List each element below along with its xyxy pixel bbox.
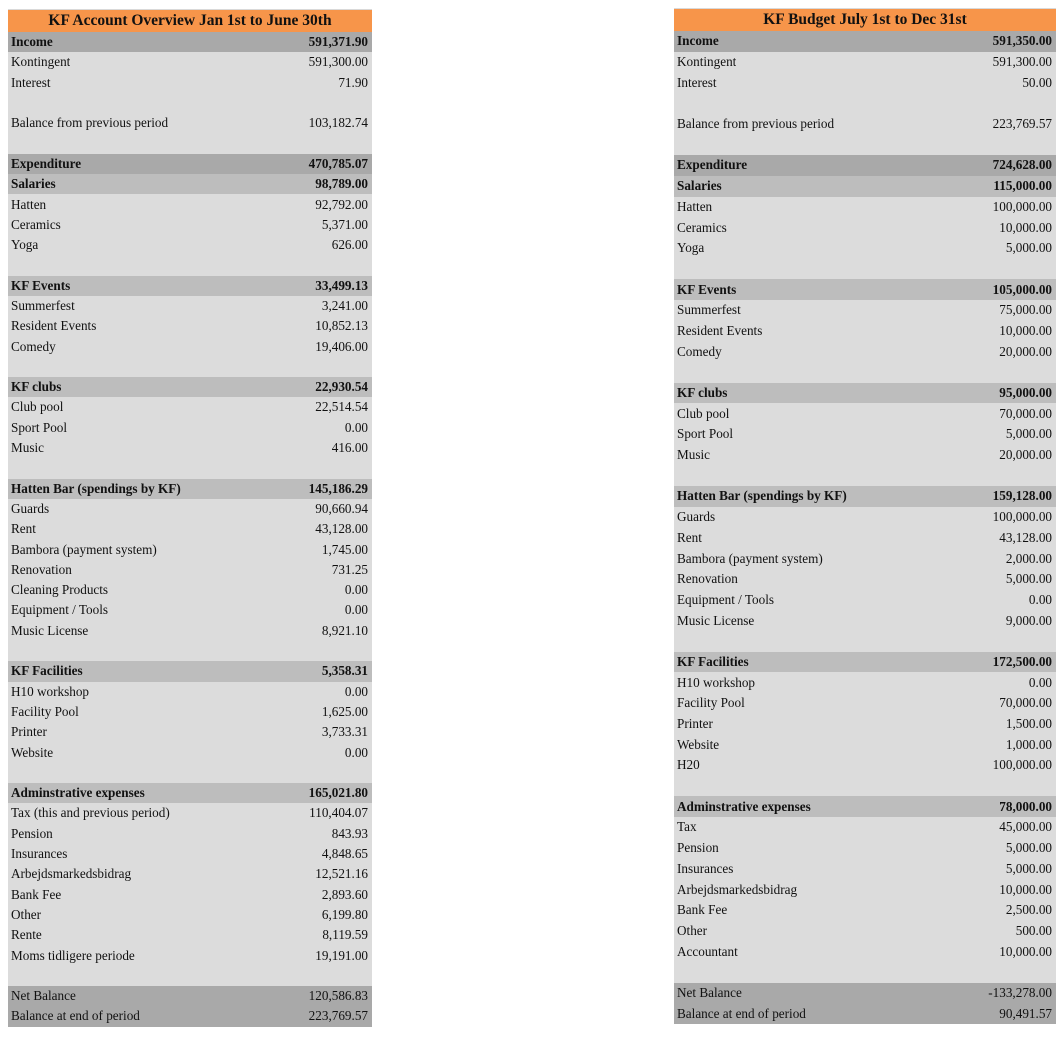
- spacer-row: [8, 93, 372, 113]
- line-item-row: [8, 438, 372, 458]
- row-amount: 0.00: [344, 744, 368, 760]
- row-amount: 100,000.00: [992, 757, 1052, 773]
- line-item-row: [8, 844, 372, 864]
- row-label: Club pool: [677, 405, 730, 421]
- line-item-row: [674, 714, 1056, 735]
- row-amount: 12,521.16: [315, 866, 368, 882]
- spacer-row: [674, 465, 1056, 486]
- spacer-row: [674, 362, 1056, 383]
- spacer-row: [8, 133, 372, 153]
- row-label: Resident Events: [11, 318, 97, 334]
- line-item-row: [674, 941, 1056, 962]
- section-heading-row: [8, 377, 372, 397]
- line-item-row: [8, 519, 372, 539]
- line-item-row: [8, 316, 372, 336]
- row-amount: 3,241.00: [321, 298, 368, 313]
- row-amount: 19,406.00: [315, 338, 368, 354]
- row-amount: 2,500.00: [1005, 902, 1052, 918]
- line-item-row: [8, 560, 372, 580]
- row-label: Resident Events: [677, 322, 763, 338]
- row-label: Printer: [11, 724, 47, 740]
- row-amount: 165,021.80: [308, 785, 368, 801]
- row-label: Other: [677, 922, 708, 938]
- row-label: Club pool: [11, 399, 64, 415]
- row-amount: 3,733.31: [321, 724, 368, 740]
- row-label: H10 workshop: [677, 674, 756, 690]
- line-item-row: [674, 528, 1056, 549]
- row-label: KF clubs: [677, 385, 728, 401]
- row-label: Tax (this and previous period): [11, 805, 170, 821]
- row-label: Music: [11, 440, 44, 456]
- row-label: Ceramics: [11, 216, 61, 232]
- section-heading-row: [674, 652, 1056, 673]
- row-amount: 5,000.00: [1005, 840, 1052, 856]
- row-label: Net Balance: [677, 984, 742, 1000]
- line-item-row: [8, 235, 372, 255]
- row-label: KF Facilities: [11, 663, 83, 679]
- section-heading-row: [8, 783, 372, 803]
- row-amount: 10,852.13: [315, 318, 368, 334]
- row-label: Salaries: [11, 176, 56, 192]
- row-label: Hatten: [677, 198, 713, 214]
- row-label: Rente: [11, 927, 42, 943]
- row-label: Insurances: [11, 846, 68, 862]
- line-item-row: [8, 682, 372, 702]
- line-item-row: [674, 879, 1056, 900]
- row-label: Arbejdsmarkedsbidrag: [11, 866, 132, 882]
- account-overview-sheet: [8, 9, 372, 1027]
- line-item-row: [8, 824, 372, 844]
- line-item-row: [8, 336, 372, 356]
- line-item-row: [674, 72, 1056, 93]
- spacer-row: [674, 631, 1056, 652]
- row-label: Expenditure: [11, 155, 82, 171]
- spacer-row: [8, 966, 372, 986]
- line-item-row: [674, 838, 1056, 859]
- row-label: Music: [677, 447, 710, 463]
- row-label: Interest: [677, 74, 717, 90]
- row-amount: 5,000.00: [1005, 860, 1052, 876]
- row-label: Hatten Bar (spendings by KF): [11, 480, 181, 496]
- row-amount: 110,404.07: [309, 805, 368, 821]
- row-amount: 843.93: [331, 825, 368, 841]
- row-label: Balance at end of period: [677, 1005, 806, 1021]
- row-label: Balance from previous period: [11, 115, 169, 131]
- section-heading-row: [674, 486, 1056, 507]
- line-item-row: [674, 300, 1056, 321]
- row-label: Net Balance: [11, 988, 76, 1004]
- row-amount: 0.00: [1028, 591, 1052, 607]
- row-label: Sport Pool: [11, 419, 68, 435]
- row-label: Renovation: [11, 561, 72, 577]
- row-amount: 105,000.00: [992, 281, 1052, 297]
- row-amount: 8,921.10: [321, 622, 368, 638]
- line-item-row: [8, 73, 372, 93]
- row-amount: 145,186.29: [308, 480, 368, 496]
- row-amount: 70,000.00: [999, 405, 1052, 421]
- spacer-row: [8, 641, 372, 661]
- row-amount: 724,628.00: [992, 157, 1052, 173]
- row-amount: 591,350.00: [992, 33, 1052, 49]
- line-item-row: [674, 507, 1056, 528]
- line-item-row: [8, 580, 372, 600]
- row-amount: 0.00: [344, 419, 368, 435]
- line-item-row: [674, 321, 1056, 342]
- row-label: Equipment / Tools: [11, 602, 109, 618]
- row-label: Pension: [677, 840, 719, 856]
- line-item-row: [674, 341, 1056, 362]
- row-amount: 115,000.00: [993, 178, 1052, 194]
- row-label: Moms tidligere periode: [11, 947, 135, 963]
- row-amount: 78,000.00: [999, 798, 1052, 814]
- row-amount: 5,358.31: [321, 663, 368, 679]
- row-amount: 591,371.90: [308, 34, 368, 50]
- line-item-row: [8, 621, 372, 641]
- row-amount: 0.00: [344, 602, 368, 618]
- row-label: Comedy: [11, 338, 56, 354]
- line-item-row: [8, 722, 372, 742]
- row-amount: 103,182.74: [308, 115, 368, 131]
- row-label: Pension: [11, 825, 53, 841]
- row-amount: 0.00: [344, 683, 368, 699]
- line-item-row: [674, 52, 1056, 73]
- row-label: Facility Pool: [677, 695, 745, 711]
- row-amount: 5,000.00: [1005, 240, 1052, 256]
- row-amount: 5,371.00: [321, 216, 368, 232]
- row-amount: -133,278.00: [988, 984, 1052, 1000]
- row-amount: 22,514.54: [315, 399, 368, 415]
- line-item-row: [8, 52, 372, 72]
- row-amount: 71.90: [338, 74, 368, 90]
- line-item-row: [674, 548, 1056, 569]
- row-amount: 10,000.00: [999, 881, 1052, 897]
- line-item-row: [8, 945, 372, 965]
- row-amount: 8,119.59: [322, 927, 368, 943]
- row-label: H10 workshop: [11, 683, 90, 699]
- row-label: KF Events: [11, 277, 71, 293]
- row-amount: 4,848.65: [321, 846, 368, 862]
- total-row: [674, 1003, 1056, 1024]
- row-label: Sport Pool: [677, 426, 734, 442]
- row-label: Income: [677, 33, 719, 49]
- row-label: Ceramics: [677, 219, 727, 235]
- row-label: Renovation: [677, 571, 738, 587]
- line-item-row: [674, 590, 1056, 611]
- row-label: Guards: [677, 509, 716, 525]
- row-amount: 45,000.00: [999, 819, 1052, 835]
- row-amount: 1,625.00: [321, 703, 368, 719]
- row-label: Accountant: [677, 943, 738, 959]
- line-item-row: [8, 884, 372, 904]
- row-label: KF clubs: [11, 379, 62, 395]
- section-heading-row: [674, 176, 1056, 197]
- spacer-row: [8, 763, 372, 783]
- sheet-title: KF Budget July 1st to Dec 31st: [674, 8, 1056, 31]
- row-amount: 120,586.83: [308, 988, 368, 1004]
- line-item-row: [8, 194, 372, 214]
- line-item-row: [8, 418, 372, 438]
- row-amount: 591,300.00: [992, 54, 1052, 70]
- spacer-row: [674, 93, 1056, 114]
- row-amount: 1,000.00: [1005, 736, 1052, 752]
- row-label: Yoga: [677, 240, 705, 256]
- row-amount: 20,000.00: [999, 343, 1052, 359]
- row-amount: 43,128.00: [999, 529, 1052, 545]
- section-heading-row: [8, 154, 372, 174]
- line-item-row: [8, 499, 372, 519]
- row-amount: 70,000.00: [999, 695, 1052, 711]
- row-amount: 172,500.00: [992, 653, 1052, 669]
- row-amount: 416.00: [331, 440, 368, 456]
- section-heading-row: [674, 155, 1056, 176]
- row-label: Other: [11, 906, 42, 922]
- line-item-row: [8, 905, 372, 925]
- line-item-row: [8, 215, 372, 235]
- line-item-row: [674, 610, 1056, 631]
- row-amount: 0.00: [344, 582, 368, 598]
- row-amount: 92,792.00: [315, 196, 368, 212]
- row-amount: 10,000.00: [999, 943, 1052, 959]
- row-label: Rent: [677, 529, 702, 545]
- line-item-row: [8, 539, 372, 559]
- section-heading-row: [674, 31, 1056, 52]
- line-item-row: [674, 445, 1056, 466]
- total-row: [674, 983, 1056, 1004]
- line-item-row: [674, 900, 1056, 921]
- row-label: Expenditure: [677, 157, 748, 173]
- account-overview-rows: [8, 32, 372, 1027]
- row-amount: 0.00: [1028, 674, 1052, 690]
- row-label: Insurances: [677, 860, 734, 876]
- row-amount: 223,769.57: [308, 1008, 368, 1024]
- line-item-row: [674, 693, 1056, 714]
- row-label: Income: [11, 34, 53, 50]
- section-heading-row: [674, 383, 1056, 404]
- row-label: Adminstrative expenses: [677, 798, 811, 814]
- spacer-row: [674, 962, 1056, 983]
- line-item-row: [8, 803, 372, 823]
- row-label: Guards: [11, 500, 50, 516]
- line-item-row: [674, 114, 1056, 135]
- line-item-row: [674, 817, 1056, 838]
- row-label: Interest: [11, 74, 51, 90]
- row-amount: 6,199.80: [321, 906, 368, 922]
- spacer-row: [8, 458, 372, 478]
- line-item-row: [8, 742, 372, 762]
- row-label: Hatten: [11, 196, 47, 212]
- total-row: [8, 986, 372, 1006]
- line-item-row: [674, 197, 1056, 218]
- row-amount: 90,491.57: [999, 1005, 1052, 1021]
- section-heading-row: [8, 661, 372, 681]
- row-label: Hatten Bar (spendings by KF): [677, 488, 847, 504]
- row-label: Facility Pool: [11, 703, 79, 719]
- section-heading-row: [674, 279, 1056, 300]
- row-label: Bambora (payment system): [677, 550, 823, 566]
- row-label: Music License: [11, 622, 89, 638]
- row-label: Music License: [677, 612, 755, 628]
- row-amount: 159,128.00: [992, 488, 1052, 504]
- row-amount: 9,000.00: [1005, 612, 1052, 628]
- row-amount: 591,300.00: [308, 54, 368, 70]
- budget-sheet: [674, 8, 1056, 1024]
- row-label: Bambora (payment system): [11, 541, 157, 557]
- row-amount: 20,000.00: [999, 447, 1052, 463]
- row-label: Kontingent: [11, 54, 71, 70]
- row-amount: 100,000.00: [992, 509, 1052, 525]
- line-item-row: [8, 296, 372, 316]
- row-label: Comedy: [677, 343, 722, 359]
- row-label: Equipment / Tools: [677, 591, 775, 607]
- row-amount: 90,660.94: [315, 500, 368, 516]
- row-amount: 10,000.00: [999, 219, 1052, 235]
- row-label: Kontingent: [677, 54, 737, 70]
- spacer-row: [674, 259, 1056, 280]
- row-label: KF Events: [677, 281, 737, 297]
- row-amount: 95,000.00: [999, 385, 1052, 401]
- line-item-row: [674, 424, 1056, 445]
- row-amount: 2,893.60: [321, 886, 368, 902]
- row-amount: 5,000.00: [1005, 571, 1052, 587]
- section-heading-row: [8, 479, 372, 499]
- row-label: H20: [677, 757, 700, 773]
- row-amount: 2,000.00: [1005, 550, 1052, 566]
- line-item-row: [8, 397, 372, 417]
- row-amount: 43,128.00: [315, 521, 368, 537]
- line-item-row: [674, 734, 1056, 755]
- row-label: Yoga: [11, 237, 39, 253]
- row-label: Website: [677, 736, 720, 752]
- row-amount: 626.00: [331, 237, 368, 253]
- row-amount: 98,789.00: [315, 176, 368, 192]
- row-label: Bank Fee: [677, 902, 728, 918]
- row-label: Website: [11, 744, 54, 760]
- row-amount: 33,499.13: [315, 277, 368, 293]
- row-amount: 500.00: [1015, 922, 1052, 938]
- row-amount: 75,000.00: [999, 302, 1052, 318]
- section-heading-row: [674, 796, 1056, 817]
- spacer-row: [674, 134, 1056, 155]
- row-amount: 10,000.00: [999, 322, 1052, 338]
- line-item-row: [8, 600, 372, 620]
- row-label: Balance at end of period: [11, 1008, 140, 1024]
- row-label: Balance from previous period: [677, 116, 835, 132]
- row-amount: 22,930.54: [315, 379, 368, 395]
- line-item-row: [8, 925, 372, 945]
- line-item-row: [674, 217, 1056, 238]
- line-item-row: [674, 755, 1056, 776]
- line-item-row: [8, 864, 372, 884]
- row-amount: 470,785.07: [308, 155, 368, 171]
- row-amount: 1,500.00: [1005, 716, 1052, 732]
- row-label: Arbejdsmarkedsbidrag: [677, 881, 798, 897]
- section-heading-row: [8, 32, 372, 52]
- row-amount: 50.00: [1022, 74, 1052, 90]
- total-row: [8, 1006, 372, 1026]
- row-amount: 223,769.57: [992, 116, 1052, 132]
- row-label: Salaries: [677, 178, 722, 194]
- row-amount: 1,745.00: [321, 541, 368, 557]
- row-label: Adminstrative expenses: [11, 785, 145, 801]
- section-heading-row: [8, 174, 372, 194]
- line-item-row: [674, 859, 1056, 880]
- row-amount: 19,191.00: [315, 947, 368, 963]
- line-item-row: [674, 921, 1056, 942]
- row-amount: 100,000.00: [992, 198, 1052, 214]
- row-label: KF Facilities: [677, 653, 749, 669]
- line-item-row: [8, 113, 372, 133]
- row-amount: 731.25: [331, 561, 368, 577]
- line-item-row: [674, 238, 1056, 259]
- row-label: Bank Fee: [11, 886, 62, 902]
- line-item-row: [674, 672, 1056, 693]
- spacer-row: [674, 776, 1056, 797]
- row-label: Summerfest: [11, 298, 75, 313]
- line-item-row: [674, 569, 1056, 590]
- sheet-title: KF Account Overview Jan 1st to June 30th: [8, 9, 372, 32]
- section-heading-row: [8, 276, 372, 296]
- row-label: Cleaning Products: [11, 582, 109, 598]
- row-label: Tax: [677, 819, 697, 835]
- row-amount: 5,000.00: [1005, 426, 1052, 442]
- line-item-row: [8, 702, 372, 722]
- row-label: Rent: [11, 521, 36, 537]
- row-label: Printer: [677, 716, 713, 732]
- spacer-row: [8, 357, 372, 377]
- spacer-row: [8, 255, 372, 275]
- budget-rows: [674, 31, 1056, 1024]
- line-item-row: [674, 403, 1056, 424]
- row-label: Summerfest: [677, 302, 741, 318]
